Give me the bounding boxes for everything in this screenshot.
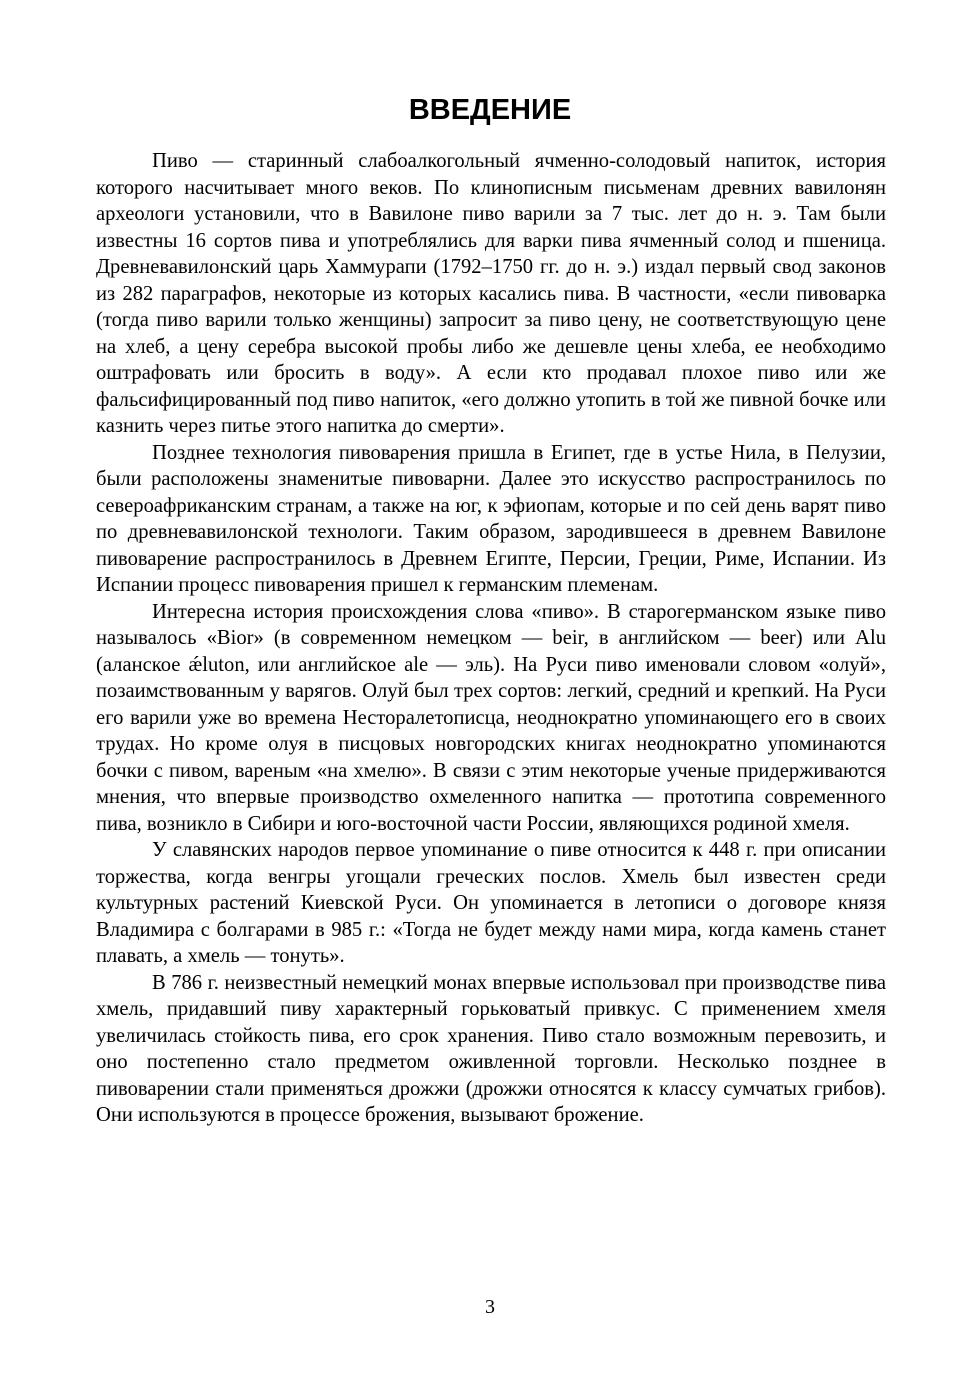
page-title: ВВЕДЕНИЕ [408, 94, 572, 126]
paragraph-5: В 786 г. неизвестный немецкий монах впервые использовал при производстве пива хмель, придавший пиву характерный горьковатый привкус. С применением хмеля увеличилась стойкость пива, его срок хранения. Пиво стало возможным перевозить, и оно постепенно стало предметом оживленной торговли. Несколько позднее в пивоварении стали применяться дрожжи (дрожжи относятся к классу сумчатых грибов). Они используются в процессе брожения, вызывают брожение. [96, 971, 886, 1126]
paragraph-2: Позднее технология пивоварения пришла в Египет, где в устье Нила, в Пелузии, были расположены знаменитые пивоварни. Далее это искусство распространилось по североафриканским странам, а также на юг, к эфиопам, которые и по сей день варят пиво по древневавилонской технологи. Таким образом, зародившееся в древнем Вавилоне пивоварение распространилось в Древнем Египте, Персии, Греции, Риме, Испании. Из Испании процесс пивоварения пришел к германским племенам. [96, 441, 886, 596]
body-text [96, 148, 886, 1129]
paragraph-1: Пиво — старинный слабоалкогольный ячменно-солодовый напиток, история которого насчитывает много веков. По клинописным письменам древних вавилонян археологи установили, что в Вавилоне пиво варили за 7 тыс. лет до н. э. Там были известны 16 сортов пива и употреблялись для варки пива ячменный солод и пшеница. Древневавилонский царь Хаммурапи (1792–1750 гг. до н. э.) издал первый свод законов из 282 параграфов, некоторые из которых касались пива. В частности, «если пивоварка (тогда пиво варили только женщины) запросит за пиво цену, не соответствующую цене на хлеб, а цену серебра высокой пробы либо же дешевле цены хлеба, ее необходимо оштрафовать или бросить в воду». А если кто продавал плохое пиво или же фальсифицированный под пиво напиток, «его должно утопить в той же пивной бочке или казнить через питье этого напитка до смерти». [96, 150, 886, 437]
paragraph-3: Интересна история происхождения слова «пиво». В старогерманском языке пиво называлось «Bior» (в современном немецком — beir, в английском — beer) или Alu (аланское ǽluton, или английское ale — эль). На Руси пиво именовали словом «олуй», позаимствованным у варягов. Олуй был трех сортов: легкий, средний и крепкий. На Руси его варили уже во времена Несторалетописца, неоднократно упоминающего его в своих трудах. Но кроме олуя в писцовых новгородских книгах неоднократно упоминаются бочки с пивом, вареным «на хмелю». В связи с этим некоторые ученые придерживаются мнения, что впервые производство охмеленного напитка — прототипа современного пива, возникло в Сибири и юго-восточной части России, являющихся родиной хмеля. [96, 600, 886, 835]
page-number: 3 [485, 1296, 495, 1318]
paragraph-4: У славянских народов первое упоминание о пиве относится к 448 г. при описании торжества, когда венгры угощали греческих послов. Хмель был известен среди культурных растений Киевской Руси. Он упоминается в летописи о договоре князя Владимира с болгарами в 985 г.: «Тогда не будет между нами мира, когда камень станет плавать, а хмель — тонуть». [96, 839, 886, 967]
